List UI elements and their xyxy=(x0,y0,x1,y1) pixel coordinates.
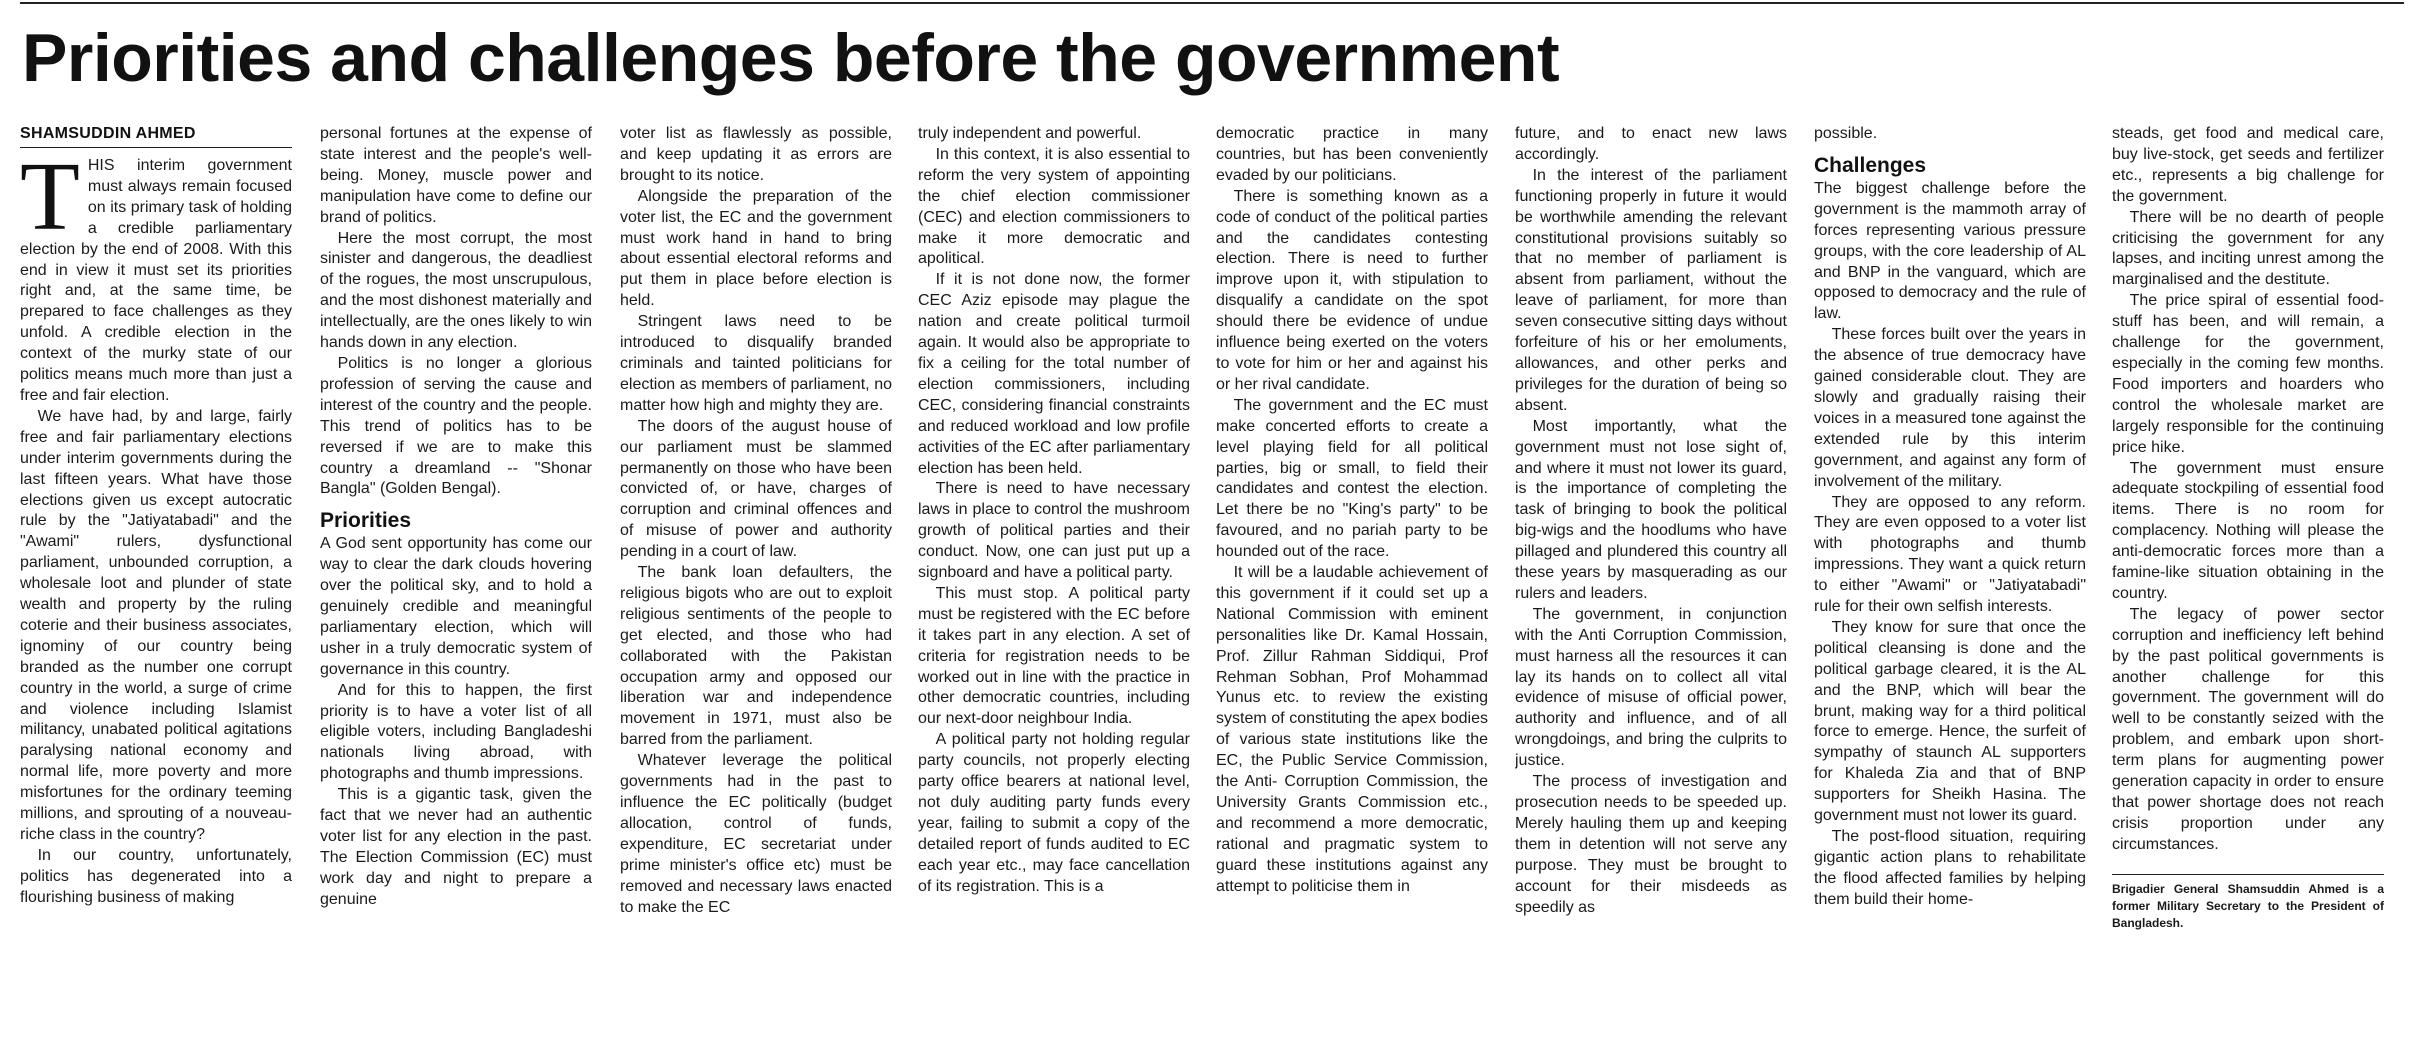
paragraph: In this context, it is also essential to reform the very system of appointing the chief election commissioner (CEC) and election commissioners to make it more democratic and apolitical. xyxy=(918,145,1190,268)
paragraph: There is need to have necessary laws in place to control the mushroom growth of political parties and their conduct. Now, one can just put up a signboard and have a political party. xyxy=(918,480,1190,582)
column-1 xyxy=(20,124,292,1040)
paragraph: Politics is no longer a glorious profession of serving the cause and interest of the country and the people. This trend of politics has to be reversed if we are to make this country a dreamland -- "Shonar Bangla" (Golden Bengal). xyxy=(320,354,592,498)
paragraph: We have had, by and large, fairly free and fair parliamentary elections under interim governments during the last fifteen years. What have those elections given us except autocratic rule by the "Jatiyatabadi" and the "Awami" rulers, dysfunctional parliament, unbounded corruption, a wholesale loot and plunder of state wealth and property by the ruling coterie and their business associates, ignominy of our country being branded as the number one corrupt country in the world, a surge of crime and violence including Islamist militancy, unabated political agitations paralysing national economy and normal life, more poverty and more misfortunes for the ordinary teeming millions, and sprouting of a nouveau-riche class in the country? xyxy=(20,407,292,843)
paragraph: They know for sure that once the political cleansing is done and the political garbage cleared, it is the AL and the BNP, which will bear the brunt, making way for a third political force to emerge. Hence, the surfeit of sympathy of staunch AL supporters for Khaleda Zia and that of BNP supporters for Sheikh Hasina. The government must not lower its guard. xyxy=(1814,618,2086,825)
byline: SHAMSUDDIN AHMED xyxy=(20,124,292,148)
paragraph: It will be a laudable achievement of this government if it could set up a National Commission with eminent personalities like Dr. Kamal Hossain, Prof. Zillur Rahman Siddiqui, Prof Rehman Sobhan, Prof Mohammad Yunus etc. to review the existing system of constituting the apex bodies of various state institutions like the EC, the Public Service Commission, the Anti- Corruption Commission, the University Grants Commission etc., and recommend a more democratic, rational and pragmatic system to guard these institutions against any attempt to politicise them in xyxy=(1216,564,1488,895)
paragraph: Most importantly, what the government must not lose sight of, and where it must not lower its guard, is the importance of completing the task of bringing to book the political big-wigs and the hoodlums who have pillaged and plundered this country all these years by masquerading as our rulers and leaders. xyxy=(1515,417,1787,602)
section-heading: Challenges xyxy=(1814,153,1927,177)
paragraph: The government, in conjunction with the Anti Corruption Commission, must harness all the resources it can lay its hands on to collect all vital evidence of misuse of official power, authority and influence, and of all wrongdoings, and bring the culprits to justice. xyxy=(1515,605,1787,770)
column-2 xyxy=(320,124,592,1040)
paragraph: democratic practice in many countries, but has been conveniently evaded by our politicians. xyxy=(1216,125,1488,184)
column-4 xyxy=(918,124,1190,1040)
paragraph: There is something known as a code of conduct of the political parties and the candidates contesting election. There is need to further improve upon it, with stipulation to disqualify a candidate on the spot should there be evidence of undue influence being exerted on the voters to vote for him or her and against his or her rival candidate. xyxy=(1216,187,1488,393)
paragraph: Here the most corrupt, the most sinister and dangerous, the deadliest of the rogues, the most unscrupulous, and the most dishonest materially and intellectually, are the ones likely to win hands down in any election. xyxy=(320,229,592,352)
paragraph: future, and to enact new laws accordingly. xyxy=(1515,125,1787,163)
paragraph: The doors of the august house of our parliament must be slammed permanently on those who have been convicted of, or have, charges of corruption and criminal offences and of misuse of power and authority pending in a court of law. xyxy=(620,417,892,561)
paragraph: This is a gigantic task, given the fact that we never had an authentic voter list for any election in the past. The Election Commission (EC) must work day and night to prepare a genuine xyxy=(320,786,592,908)
column-7 xyxy=(1814,124,2086,1040)
paragraph: The biggest challenge before the government is the mammoth array of forces representing various pressure groups, with the core leadership of AL and BNP in the vanguard, which are opposed to democracy and the rule of law. xyxy=(1814,179,2086,323)
paragraph: A God sent opportunity has come our way to clear the dark clouds hovering over the political sky, and to hold a genuinely credible and meaningful parliamentary election, which will usher in a truly democratic system of governance in this country. xyxy=(320,535,592,678)
paragraph: There will be no dearth of people criticising the government for any lapses, and inciting unrest among the marginalised and the destitute. xyxy=(2112,208,2384,289)
headline: Priorities and challenges before the government xyxy=(22,20,1560,96)
top-rule xyxy=(20,2,2404,4)
paragraph: possible. xyxy=(1814,125,1878,142)
paragraph: Stringent laws need to be introduced to disqualify branded criminals and tainted politicians for election as members of parliament, no matter how high and mighty they are. xyxy=(620,313,892,414)
paragraph: In our country, unfortunately, politics has degenerated into a flourishing business of making xyxy=(20,846,292,906)
column-6 xyxy=(1515,124,1787,1040)
paragraph: The price spiral of essential food-stuff has been, and will remain, a challenge for the government, especially in the coming few months. Food importers and hoarders who control the wholesale market are largely responsible for the continuing price hike. xyxy=(2112,292,2384,456)
paragraph: These forces built over the years in the absence of true democracy have gained considerable clout. They are slowly and gradually raising their voices in a measured tone against the extended rule by this interim government, and against any form of involvement of the military. xyxy=(1814,326,2086,490)
paragraph: The legacy of power sector corruption and inefficiency left behind by the past political governments is another challenge for this government. The government will do well to be constantly seized with the problem, and embark upon short- term plans for augmenting power generation capacity in order to ensure that power shortage does not reach crisis proportion under any circumstances. xyxy=(2112,605,2384,853)
column-3 xyxy=(620,124,892,1040)
paragraph: A political party not holding regular party councils, not properly electing party office bearers at national level, not duly auditing party funds every year, failing to submit a copy of the detailed report of funds audited to EC each year etc., may face cancellation of its registration. This is a xyxy=(918,731,1190,895)
paragraph: This must stop. A political party must be registered with the EC before it takes part in any election. A set of criteria for registration needs to be worked out in line with the practice in other democratic countries, including our next-door neighbour India. xyxy=(918,584,1190,728)
column-5 xyxy=(1216,124,1488,1040)
paragraph: The government must ensure adequate stockpiling of essential food items. There is no room for complacency. Nothing will please the anti-democratic forces more than a famine-like situation obtaining in the country. xyxy=(2112,459,2384,602)
paragraph: The government and the EC must make concerted efforts to create a level playing field for all political parties, big or small, to field their candidates and contest the election. Let there be no "King's party" to be favoured, and no pariah party to be hounded out of the race. xyxy=(1216,396,1488,561)
paragraph: Alongside the preparation of the voter list, the EC and the government must work hand in hand to bring about essential electoral reforms and put them in place before election is held. xyxy=(620,187,892,310)
column-8 xyxy=(2112,124,2384,1040)
drop-cap: T xyxy=(20,143,80,251)
paragraph: The bank loan defaulters, the religious bigots who are out to exploit religious sentiments of the people to get elected, and those who had collaborated with the Pakistan occupation army and opposed our liberation war and independence movement in 1971, must also be barred from the parliament. xyxy=(620,564,892,749)
paragraph: And for this to happen, the first priority is to have a voter list of all eligible voters, including Bangladeshi nationals living abroad, with photographs and thumb impressions. xyxy=(320,681,592,783)
paragraph: Whatever leverage the political governments had in the past to influence the EC politically (budget allocation, control of funds, expenditure, EC secretariat under prime minister's office etc) must be removed and necessary laws enacted to make the EC xyxy=(620,752,892,916)
paragraph: If it is not done now, the former CEC Aziz episode may plague the nation and create political turmoil again. It would also be appropriate to fix a ceiling for the total number of election commissioners, including CEC, considering financial constraints and reduced workload and low profile activities of the EC after parliamentary election has been held. xyxy=(918,271,1190,477)
paragraph: personal fortunes at the expense of state interest and the people's well-being. Money, muscle power and manipulation have come to define our brand of politics. xyxy=(320,125,592,226)
section-heading: Priorities xyxy=(320,509,412,533)
paragraph: steads, get food and medical care, buy live-stock, get seeds and fertilizer etc., represents a big challenge for the government. xyxy=(2112,125,2384,205)
paragraph: THIS interim government must always remain focused on its primary task of holding a credible parliamentary election by the end of 2008. With this end in view it must set its priorities right and, at the same time, be prepared to face challenges as they unfold. A credible election in the context of the murky state of our politics means much more than just a free and fair election. xyxy=(20,143,292,404)
paragraph: voter list as flawlessly as possible, and keep updating it as errors are brought to its notice. xyxy=(620,125,892,184)
paragraph: In the interest of the parliament functioning properly in future it would be worthwhile amending the relevant constitutional provisions suitably so that no member of parliament is absent from parliament, without the leave of parliament, for more than seven consecutive sitting days without forfeiture of his or her emoluments, allowances, and other perks and privileges for the duration of being so absent. xyxy=(1515,166,1787,414)
paragraph: They are opposed to any reform. They are even opposed to a voter list with photographs and thumb impressions. They want a quick return to either "Awami" or "Jatiyatabadi" rule for their own selfish interests. xyxy=(1814,493,2086,616)
paragraph: The post-flood situation, requiring gigantic action plans to rehabilitate the flood affected families by helping them build their home- xyxy=(1814,828,2086,908)
author-bio: Brigadier General Shamsuddin Ahmed is a former Military Secretary to the President of Bangladesh. xyxy=(2112,881,2384,930)
paragraph: The process of investigation and prosecution needs to be speeded up. Merely hauling them up and keeping them in detention will not serve any purpose. They must be brought to account for their misdeeds as speedily as xyxy=(1515,773,1787,916)
bio-divider xyxy=(2112,874,2384,875)
paragraph: truly independent and powerful. xyxy=(918,125,1142,142)
